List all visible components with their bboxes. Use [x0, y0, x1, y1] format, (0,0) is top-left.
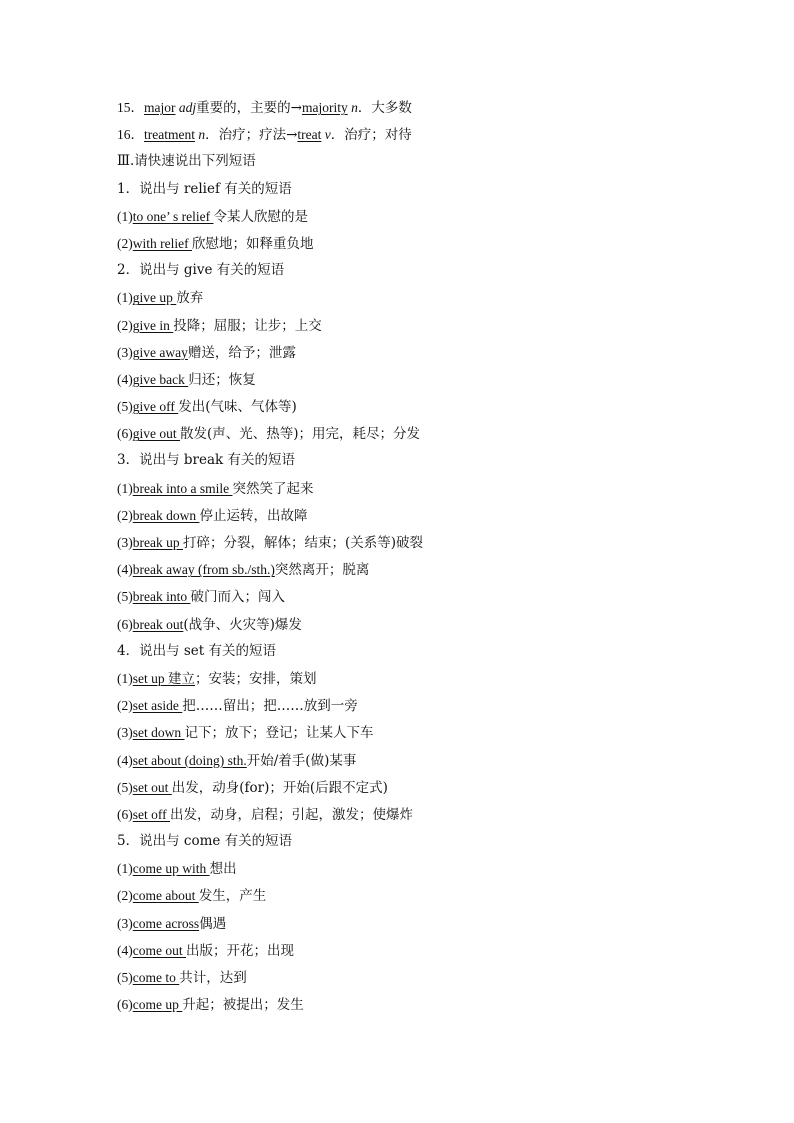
phrase-answer: give up: [132, 290, 177, 306]
group-heading-give: 2．说出与 give 有关的短语: [117, 262, 285, 279]
phrase-answer: give off: [132, 399, 179, 415]
item-prefix: (1): [117, 290, 133, 306]
phrase-item: [117, 393, 717, 420]
phrase-answer: break into a smile: [132, 480, 233, 496]
item-prefix: (2): [117, 888, 133, 904]
phrase-item: [117, 964, 717, 991]
phrase-answer: with relief: [132, 235, 192, 251]
phrase-meaning: 投降；屈服；让步；上交: [173, 317, 322, 334]
vocab-word: treatment: [144, 127, 195, 143]
item-prefix: (5): [117, 779, 133, 795]
phrase-answer: come about: [132, 888, 199, 904]
phrase-meaning: 散发(声、光、热等)；用完，耗尽；分发: [180, 426, 421, 443]
phrase-item: [117, 284, 717, 311]
item-prefix: (1): [117, 208, 133, 224]
item-prefix: (3): [117, 535, 133, 550]
phrase-item: [117, 611, 717, 638]
item-prefix: (6): [117, 616, 133, 632]
vocab-pos: n: [194, 127, 206, 143]
vocab-number: 15．: [117, 100, 144, 115]
phrase-item: [117, 774, 717, 801]
phrase-answer: give away: [132, 344, 188, 360]
phrase-meaning: 记下；放下；登记；让某人下车: [184, 725, 374, 742]
phrase-answer: come to: [132, 970, 180, 985]
phrase-answer: set out: [132, 779, 172, 795]
phrase-meaning: 出版；开花；出现: [186, 942, 294, 959]
vocab-derived-word: majority: [301, 100, 348, 115]
item-prefix: (6): [117, 997, 133, 1013]
item-prefix: (1): [117, 861, 133, 877]
phrase-answer: set down: [132, 725, 185, 741]
phrase-answer: break down: [132, 507, 200, 523]
item-prefix: (2): [117, 317, 133, 333]
vocab-line-16: [117, 121, 717, 148]
phrase-answer: break away (from sb./sth.): [132, 562, 275, 578]
phrase-item: [117, 583, 717, 610]
phrase-item: [117, 529, 717, 556]
vocab-meaning: ．治疗；疗法→: [205, 127, 298, 144]
phrase-meaning: 放弃: [176, 290, 204, 307]
phrase-meaning: 把……留出；把……放到一旁: [182, 698, 358, 715]
phrase-meaning: 升起；被提出；发生: [182, 997, 304, 1014]
phrase-item: [117, 855, 717, 882]
phrase-answer: set up 建立: [132, 670, 195, 686]
item-prefix: (3): [117, 725, 133, 741]
item-prefix: (6): [117, 426, 133, 442]
phrase-meaning: 突然笑了起来: [232, 480, 314, 497]
item-prefix: (2): [117, 235, 133, 251]
phrase-item: [117, 937, 717, 964]
vocab-pos: adj: [175, 100, 197, 115]
phrase-answer: break into: [132, 589, 191, 605]
phrase-answer: set aside: [132, 698, 183, 714]
phrase-item: [117, 502, 717, 529]
phrase-meaning: 发生，产生: [198, 888, 267, 905]
phrase-meaning: 偶遇: [199, 915, 227, 932]
phrase-meaning: 破门而入；闯入: [190, 589, 285, 606]
phrase-item: [117, 203, 717, 230]
phrase-item: [117, 230, 717, 257]
phrase-item: [117, 719, 717, 746]
vocab-derived-pos: v: [321, 127, 331, 143]
phrase-answer: break up: [132, 535, 183, 550]
group-heading-break: 3．说出与 break 有关的短语: [117, 452, 295, 469]
phrase-item: [117, 747, 717, 774]
vocab-meaning: 重要的，主要的→: [196, 100, 302, 116]
phrase-item: [117, 692, 717, 719]
phrase-answer: come up: [132, 997, 183, 1013]
phrase-item: [117, 665, 717, 692]
phrase-meaning: 停止运转，出故障: [199, 507, 308, 524]
vocab-line-15: [117, 94, 717, 121]
vocab-derived-word: treat: [297, 127, 322, 143]
phrase-answer: break out: [132, 616, 184, 632]
phrase-meaning: 欣慰地；如释重负地: [191, 235, 314, 252]
section-title: Ⅲ.请快速说出下列短语: [117, 153, 256, 170]
phrase-answer: give back: [132, 371, 189, 387]
item-prefix: (4): [117, 371, 133, 387]
document-content: [117, 94, 717, 1018]
group-heading-come: 5．说出与 come 有关的短语: [117, 833, 293, 850]
group-heading-relief: 1．说出与 relief 有关的短语: [117, 180, 292, 197]
phrase-item: [117, 475, 717, 502]
item-prefix: (4): [117, 562, 133, 578]
item-prefix: (5): [117, 970, 133, 985]
phrase-answer: come out: [132, 942, 186, 958]
phrase-meaning: 出发，动身，启程；引起，激发；使爆炸: [170, 806, 413, 823]
phrase-answer: set off: [132, 806, 170, 822]
phrase-answer: give out: [132, 426, 180, 442]
phrase-meaning: 想出: [209, 861, 237, 878]
item-prefix: (1): [117, 480, 133, 496]
item-prefix: (4): [117, 752, 133, 768]
phrase-meaning: 出发，动身(for)；开始(后跟不定式): [171, 779, 388, 796]
phrase-item: [117, 801, 717, 828]
item-prefix: (5): [117, 399, 133, 415]
phrase-meaning: ；安装；安排，策划: [195, 670, 317, 687]
phrase-meaning: 开始/着手(做)某事: [246, 752, 357, 769]
item-prefix: (1): [117, 670, 133, 686]
phrase-item: [117, 882, 717, 909]
phrase-answer: to one’ s relief: [132, 208, 214, 224]
item-prefix: (2): [117, 698, 133, 714]
phrase-meaning: 令某人欣慰的是: [213, 208, 308, 225]
item-prefix: (4): [117, 942, 133, 958]
phrase-meaning: 突然离开；脱离: [274, 562, 370, 579]
phrase-item: [117, 339, 717, 366]
phrase-item: [117, 312, 717, 339]
phrase-meaning: (战争、火灾等)爆发: [183, 616, 302, 633]
phrase-item: [117, 910, 717, 937]
group-heading-set: 4．说出与 set 有关的短语: [117, 642, 277, 659]
phrase-item: [117, 420, 717, 447]
phrase-meaning: 共计，达到: [179, 970, 247, 986]
vocab-derived-meaning: ．大多数: [357, 100, 412, 116]
phrase-answer: come up with: [132, 861, 210, 877]
phrase-item: [117, 366, 717, 393]
phrase-meaning: 发出(气味、气体等): [178, 399, 297, 416]
item-prefix: (6): [117, 806, 133, 822]
vocab-word: major: [144, 100, 176, 115]
item-prefix: (2): [117, 507, 133, 523]
phrase-answer: set about (doing) sth.: [132, 752, 247, 768]
phrase-item: [117, 991, 717, 1018]
phrase-meaning: 打碎；分裂，解体；结束；(关系等)破裂: [182, 535, 424, 551]
phrase-item: [117, 556, 717, 583]
phrase-answer: come across: [132, 915, 200, 931]
phrase-meaning: 归还；恢复: [188, 371, 256, 388]
phrase-answer: give in: [132, 317, 174, 333]
vocab-derived-meaning: ．治疗；对待: [330, 127, 412, 144]
item-prefix: (3): [117, 915, 133, 931]
phrase-meaning: 赠送，给予；泄露: [187, 344, 296, 361]
item-prefix: (3): [117, 344, 133, 360]
vocab-number: 16．: [117, 127, 144, 143]
vocab-derived-pos: n: [347, 100, 358, 115]
item-prefix: (5): [117, 589, 133, 605]
